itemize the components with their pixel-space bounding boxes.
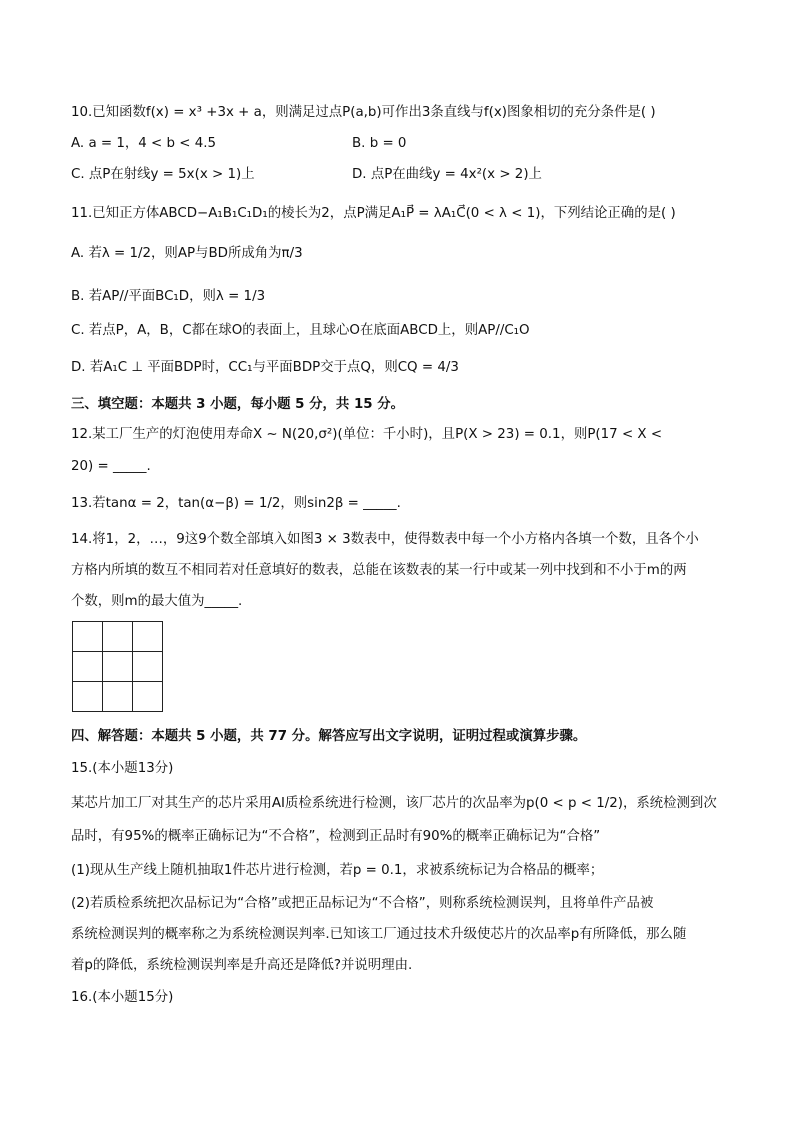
q15-part-1: (1)现从生产线上随机抽取1件芯片进行检测，若p = 0.1，求被系统标记为合格品的概率； — [71, 863, 604, 878]
number-grid-3x3 — [72, 621, 163, 712]
grid-cell — [133, 682, 163, 712]
q11-option-a: A. 若λ = 1/2，则AP与BD所成角为π/3 — [71, 246, 303, 261]
q14-line-1: 14.将1，2，…，9这9个数全部填入如图3 × 3数表中，使得数表中每一个小方格内各填一个数，且各个小 — [71, 532, 699, 547]
section-4-heading: 四、解答题：本题共 5 小题，共 77 分。解答应写出文字说明，证明过程或演算步骤。 — [71, 729, 587, 744]
grid-cell — [73, 652, 103, 682]
section-3-heading: 三、填空题：本题共 3 小题，每小题 5 分，共 15 分。 — [71, 397, 405, 412]
q10-option-d: D. 点P在曲线y = 4x²(x > 2)上 — [352, 167, 542, 182]
q10-option-a: A. a = 1，4 < b < 4.5 — [71, 136, 217, 151]
grid-cell — [73, 682, 103, 712]
q14-line-3: 个数，则m的最大值为_____. — [71, 594, 243, 609]
q11-option-b: B. 若AP//平面BC₁D，则λ = 1/3 — [71, 289, 266, 304]
q11-option-d: D. 若A₁C ⊥ 平面BDP时，CC₁与平面BDP交于点Q，则CQ = 4/3 — [71, 360, 459, 375]
q10-option-b: B. b = 0 — [352, 136, 407, 151]
grid-cell — [133, 622, 163, 652]
q11-stem: 11.已知正方体ABCD−A₁B₁C₁D₁的棱长为2，点P满足A₁P⃗ = λA₁C⃗(0 < λ < 1)，下列结论正确的是( ) — [71, 206, 676, 221]
q12-line-2: 20) = _____. — [71, 459, 151, 474]
grid-cell — [103, 652, 133, 682]
grid-cell — [103, 682, 133, 712]
q15-part-2-line-2: 系统检测误判的概率称之为系统检测误判率.已知该工厂通过技术升级使芯片的次品率p有所降低，那么随 — [71, 927, 687, 942]
q16-header: 16.(本小题15分) — [71, 990, 174, 1005]
q15-line-2: 品时，有95%的概率正确标记为“不合格”，检测到正品时有90%的概率正确标记为“合格” — [71, 829, 601, 844]
q11-option-c: C. 若点P，A，B，C都在球O的表面上，且球心O在底面ABCD上，则AP//C₁O — [71, 323, 530, 338]
q14-line-2: 方格内所填的数互不相同若对任意填好的数表，总能在该数表的某一行中或某一列中找到和不小于m的两 — [71, 563, 687, 578]
grid-cell — [73, 622, 103, 652]
grid-cell — [103, 622, 133, 652]
q15-line-1: 某芯片加工厂对其生产的芯片采用AI质检系统进行检测，该厂芯片的次品率为p(0 < p < 1/2)，系统检测到次 — [71, 796, 717, 811]
grid-cell — [133, 652, 163, 682]
q15-part-2-line-3: 着p的降低，系统检测误判率是升高还是降低?并说明理由. — [71, 958, 413, 973]
q12-line-1: 12.某工厂生产的灯泡使用寿命X ~ N(20,σ²)(单位：千小时)，且P(X > 23) = 0.1，则P(17 < X < — [71, 427, 663, 442]
q10-stem: 10.已知函数f(x) = x³ +3x + a，则满足过点P(a,b)可作出3条直线与f(x)图象相切的充分条件是( ) — [71, 105, 656, 120]
q15-part-2-line-1: (2)若质检系统把次品标记为“合格”或把正品标记为“不合格”，则称系统检测误判，且将单件产品被 — [71, 896, 654, 911]
q15-header: 15.(本小题13分) — [71, 761, 174, 776]
q13-stem: 13.若tanα = 2，tan(α−β) = 1/2，则sin2β = _____. — [71, 496, 401, 511]
q10-option-c: C. 点P在射线y = 5x(x > 1)上 — [71, 167, 255, 182]
